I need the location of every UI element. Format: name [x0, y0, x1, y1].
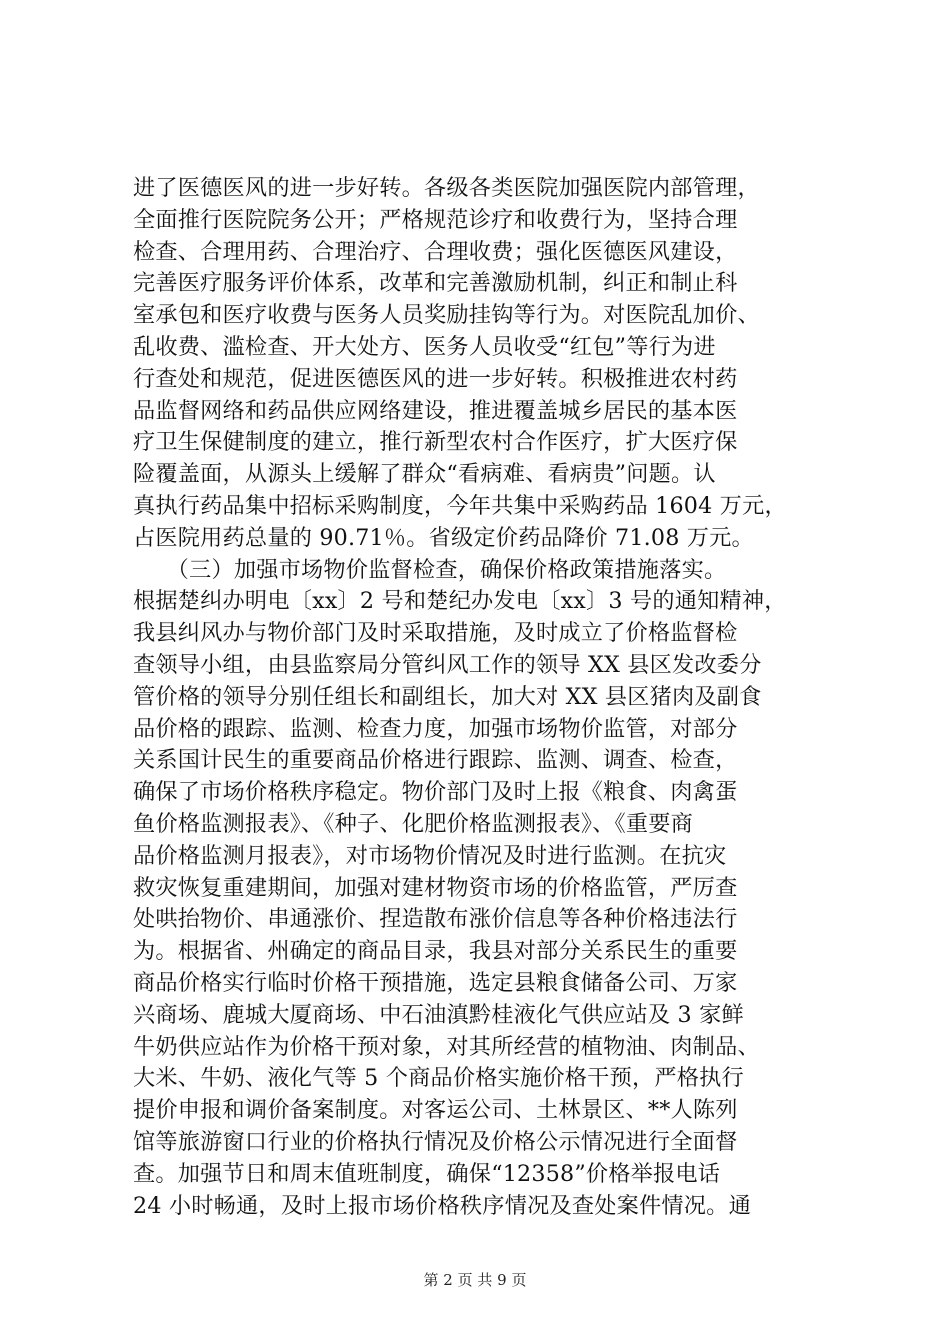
text-line: 完善医疗服务评价体系，改革和完善激励机制，纠正和制止科	[133, 270, 738, 297]
text-line: 进了医德医风的进一步好转。各级各类医院加强医院内部管理，	[133, 175, 760, 201]
text-line: 提价申报和调价备案制度。对客运公司、土林景区、**人陈列	[133, 1097, 738, 1124]
text-line: 品价格监测月报表》，对市场物价情况及时进行监测。在抗灾	[133, 842, 727, 869]
text-line: 管价格的领导分别任组长和副组长，加大对 XX 县区猪肉及副食	[133, 683, 762, 710]
text-line: 大米、牛奶、液化气等 5 个商品价格实施价格干预，严格执行	[133, 1065, 744, 1092]
text-line: 关系国计民生的重要商品价格进行跟踪、监测、调查、检查，	[133, 747, 738, 774]
text-line: 占医院用药总量的 90.71％。省级定价药品降价 71.08 万元。	[133, 524, 754, 551]
text-line: 处哄抬物价、串通涨价、捏造散布涨价信息等各种价格违法行	[133, 906, 738, 933]
text-line: 品价格的跟踪、监测、检查力度，加强市场物价监管，对部分	[133, 715, 738, 742]
text-line: 馆等旅游窗口行业的价格执行情况及价格公示情况进行全面督	[133, 1128, 738, 1155]
text-line: 我县纠风办与物价部门及时采取措施，及时成立了价格监督检	[133, 620, 738, 647]
text-line: 确保了市场价格秩序稳定。物价部门及时上报《粮食、肉禽蛋	[133, 779, 738, 806]
text-line: 检查、合理用药、合理治疗、合理收费；强化医德医风建设，	[133, 238, 738, 265]
text-line: 根据楚纠办明电〔xx〕2 号和楚纪办发电〔xx〕3 号的通知精神，	[133, 588, 787, 615]
body-text	[133, 173, 833, 1222]
text-line: 为。根据省、州确定的商品目录，我县对部分关系民生的重要	[133, 938, 738, 965]
text-line: 兴商场、鹿城大厦商场、中石油滇黔桂液化气供应站及 3 家鲜	[133, 1001, 744, 1028]
text-line: 险覆盖面，从源头上缓解了群众“看病难、看病贵”问题。认	[133, 461, 716, 488]
page-number-footer: 第 2 页 共 9 页	[423, 1271, 527, 1289]
text-line: 乱收费、滥检查、开大处方、医务人员收受“红包”等行为进	[133, 333, 716, 360]
text-line: 救灾恢复重建期间，加强对建材物资市场的价格监管，严厉查	[133, 874, 738, 901]
text-line: 鱼价格监测报表》、《种子、化肥价格监测报表》、《重要商	[133, 810, 694, 837]
text-line: 查领导小组，由县监察局分管纠风工作的领导 XX 县区发改委分	[133, 651, 762, 678]
text-line: 真执行药品集中招标采购制度，今年共集中采购药品 1604 万元，	[133, 492, 787, 519]
text-line: 疗卫生保健制度的建立，推行新型农村合作医疗，扩大医疗保	[133, 429, 738, 456]
text-line: 室承包和医疗收费与医务人员奖励挂钩等行为。对医院乱加价、	[133, 302, 760, 329]
text-line: 品监督网络和药品供应网络建设，推进覆盖城乡居民的基本医	[133, 397, 738, 424]
section-heading-line: （三）加强市场物价监督检查，确保价格政策措施落实。	[133, 556, 727, 583]
text-line: 商品价格实行临时价格干预措施，选定县粮食储备公司、万家	[133, 969, 738, 996]
text-line: 牛奶供应站作为价格干预对象，对其所经营的植物油、肉制品、	[133, 1033, 760, 1060]
text-line: 查。加强节日和周末值班制度，确保“12358”价格举报电话	[133, 1160, 721, 1187]
text-line: 全面推行医院院务公开；严格规范诊疗和收费行为，坚持合理	[133, 206, 738, 233]
text-line: 行查处和规范，促进医德医风的进一步好转。积极推进农村药	[133, 365, 738, 392]
text-line: 24 小时畅通，及时上报市场价格秩序情况及查处案件情况。通	[133, 1192, 751, 1219]
